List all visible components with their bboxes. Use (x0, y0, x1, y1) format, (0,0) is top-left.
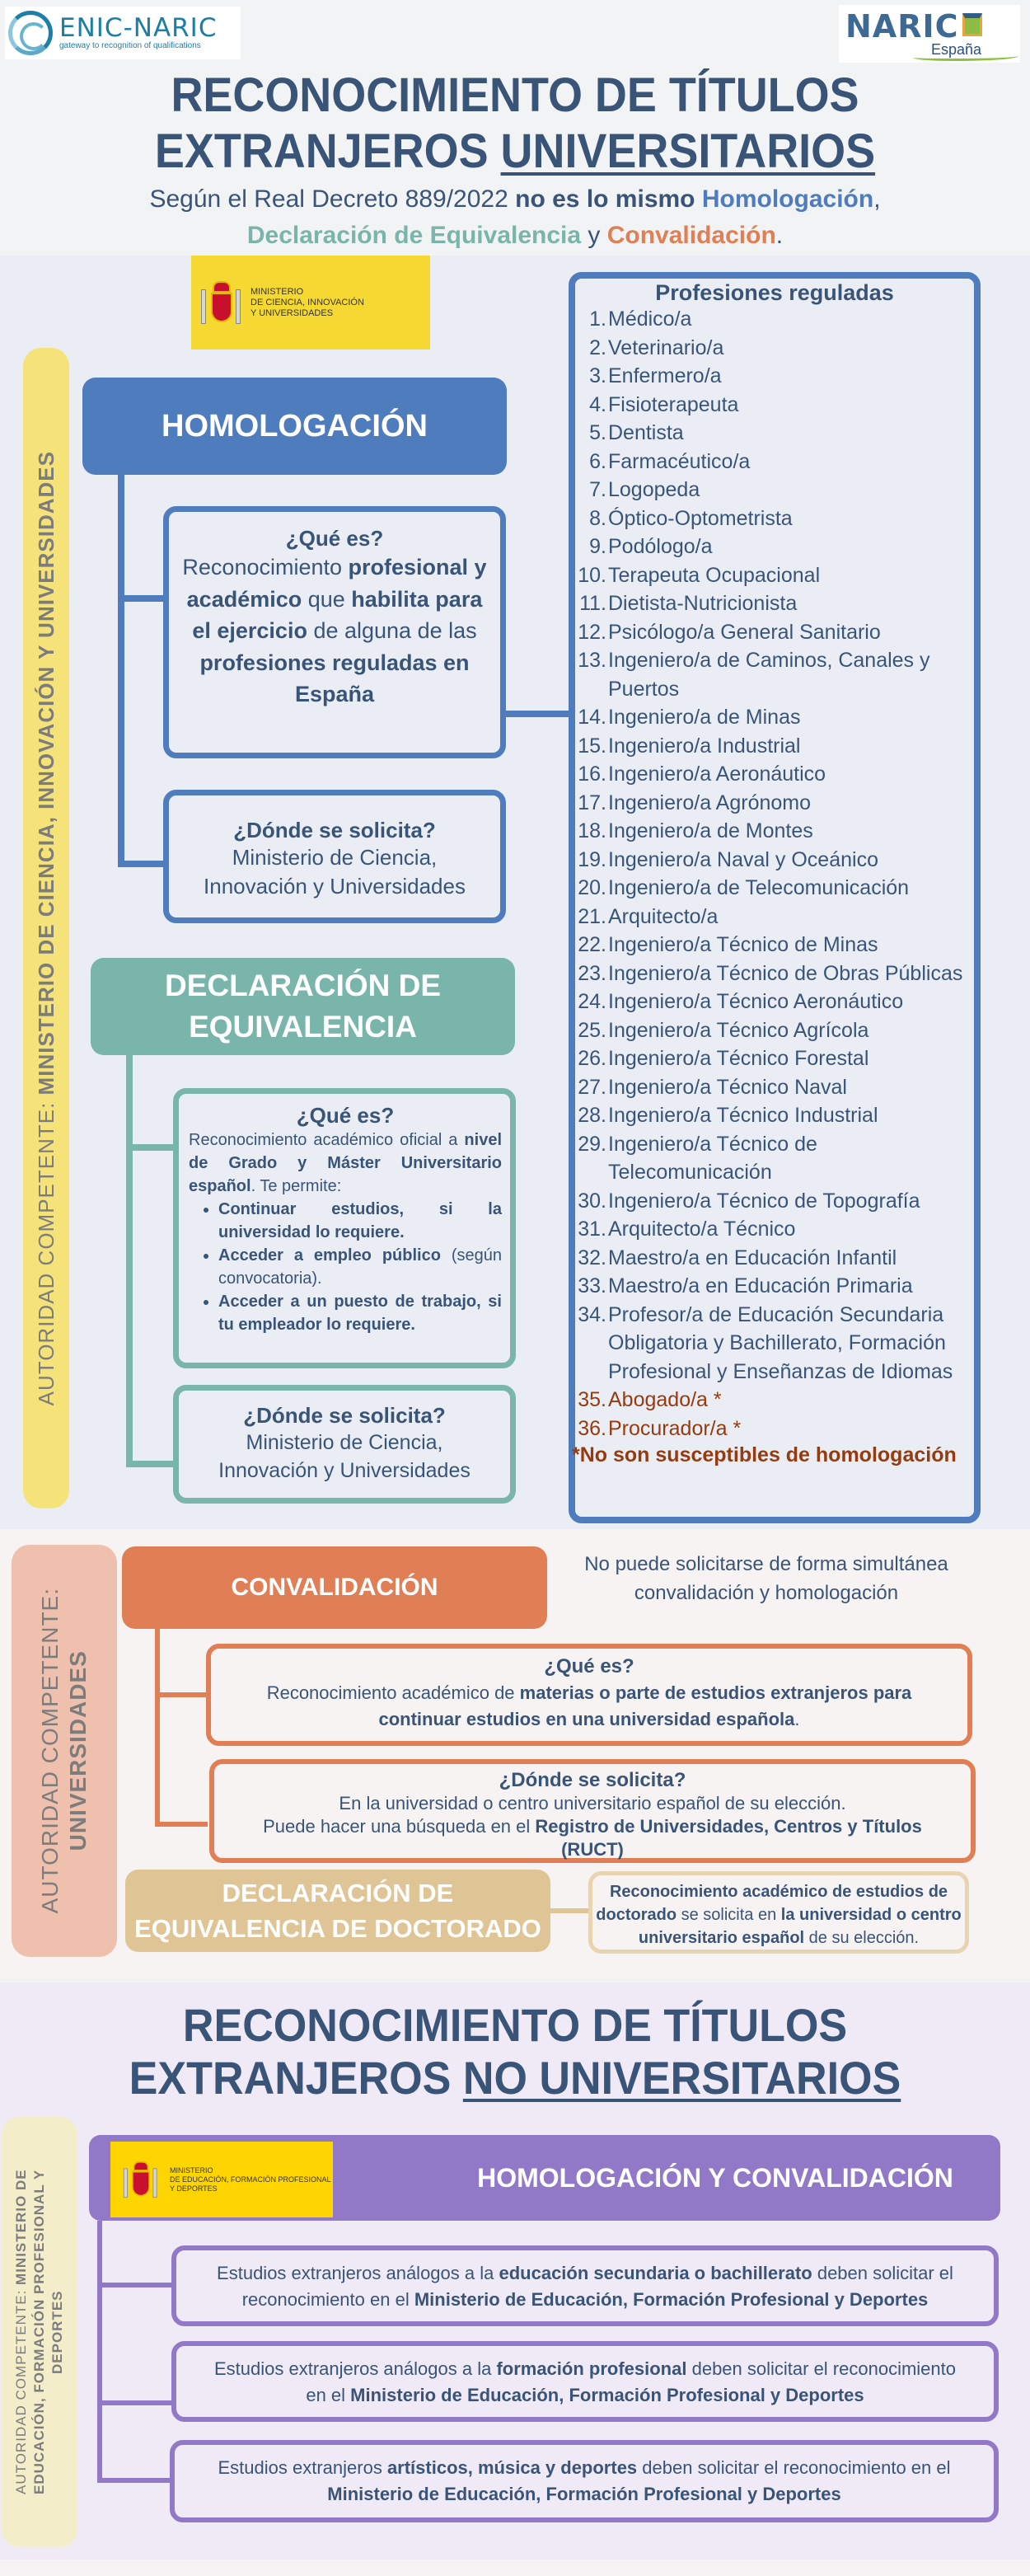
connector-line (118, 595, 167, 602)
ministry-science-logo: MINISTERIO DE CIENCIA, INNOVACIÓN Y UNIVERSIDADES (191, 256, 430, 350)
homologation-exclusion-note: *No son susceptibles de homologación (572, 1443, 957, 1466)
profesion-item: 3. Enfermero/a (589, 364, 722, 387)
naric-logo-name: NARIC (845, 8, 959, 45)
profesion-item: 18. Ingeniero/a de Montes (578, 819, 813, 842)
title-underlined-word: UNIVERSITARIOS (500, 124, 876, 178)
connector-line (126, 1461, 176, 1467)
profesion-item: 12. Psicólogo/a General Sanitario (578, 620, 881, 644)
convalidacion-donde-card: ¿Dónde se solicita? En la universidad o centro universitario español de su elección. Puede hacer una búsqueda en el Registro de Universidades, Centros y Títulos (RUCT) (209, 1759, 976, 1863)
profesion-item: 34. Profesor/a de Educación Secundaria Obligatoria y Bachillerato, Formación Profesional y Enseñanzas de Idiomas (578, 1302, 953, 1383)
enic-rings-icon (8, 11, 53, 55)
enic-logo-tagline: gateway to recognition of qualifications (59, 41, 201, 50)
profesiones-title: Profesiones reguladas (655, 280, 894, 305)
profesion-item: 2. Veterinario/a (589, 335, 724, 359)
profesion-item: 13. Ingeniero/a de Caminos, Canales y Puertos (578, 649, 930, 701)
page-footer-strip (0, 2560, 1030, 2576)
page-title (36, 68, 995, 180)
equivalencia-que-es-card: ¿Qué es? Reconocimiento académico oficial a nivel de Grado y Máster Universitario español. Te permite: • Continuar estudios, si la universidad lo requiere. • Acceder a empleo público (según convocatoria). • Acceder a un puesto de trabajo, si tu empleador lo requiere. (173, 1088, 516, 1368)
benefit-item: • Acceder a empleo público (según convocatoria). (218, 1244, 502, 1290)
page-subtitle: Según el Real Decreto 889/2022 no es lo mismo Homologación, Declaración de Equivalencia y Convalidación. (149, 185, 881, 249)
ruct-registry-link[interactable]: Registro de Universidades, Centros y Títulos (RUCT) (535, 1816, 922, 1860)
ministry-education-logo: MINISTERIO DE EDUCACIÓN, FORMACIÓN PROFESIONAL Y DEPORTES (110, 2142, 333, 2217)
equivalencia-benefits-list (189, 1198, 502, 1336)
profesion-item: 26. Ingeniero/a Técnico Forestal (578, 1047, 869, 1070)
profesion-item: 29. Ingeniero/a Técnico de Telecomunicación (578, 1132, 817, 1184)
secondary-education-card: Estudios extranjeros análogos a la educación secundaria o bachillerato deben solicitar el reconocimiento en el Ministerio de Educación, Formación Profesional y Deportes (171, 2245, 999, 2326)
profesion-item: 32. Maestro/a en Educación Infantil (578, 1246, 897, 1269)
profesion-item: 4. Fisioterapeuta (589, 392, 739, 416)
connector-line (550, 1908, 592, 1913)
naric-espana-logo (839, 5, 1020, 63)
authority-sidebar-universities: AUTORIDAD COMPETENTE: UNIVERSIDADES (12, 1545, 117, 1957)
profesion-item: 11. Dietista-Nutricionista (579, 592, 798, 615)
profesion-item: 27. Ingeniero/a Técnico Naval (578, 1075, 847, 1099)
connector-line (118, 861, 167, 867)
homologacion-que-es-card: ¿Qué es? Reconocimiento profesional y académico que habilita para el ejercicio de alguna de las profesiones reguladas en España (163, 506, 506, 758)
connector-line (126, 1055, 133, 1467)
profesion-item: 17. Ingeniero/a Agrónomo (578, 791, 812, 814)
doctorado-description-card: Reconocimiento académico de estudios de doctorado se solicita en la universidad o centro universitario español de su elección. (588, 1871, 969, 1954)
enic-logo-name: ENIC-NARIC (59, 13, 218, 43)
profesion-item: 36. Procurador/a * (578, 1416, 742, 1440)
enic-naric-logo (5, 7, 241, 59)
profesion-item: 30. Ingeniero/a Técnico de Topografía (578, 1189, 920, 1213)
connector-line (155, 1629, 160, 1827)
title-underlined-word: NO UNIVERSITARIOS (462, 2052, 901, 2104)
profesion-item: 20. Ingeniero/a de Telecomunicación (578, 876, 910, 899)
naric-logo-sub: España (931, 41, 982, 58)
connector-line (97, 2478, 171, 2483)
profesion-item: 10. Terapeuta Ocupacional (578, 563, 821, 587)
convalidacion-header: CONVALIDACIÓN (122, 1546, 547, 1629)
homologacion-keyword: Homologación (701, 185, 874, 213)
profesion-item: 23. Ingeniero/a Técnico de Obras Públicas (578, 961, 963, 985)
profesion-item: 5. Dentista (589, 421, 684, 444)
profesion-item: 14. Ingeniero/a de Minas (578, 706, 801, 729)
equivalencia-keyword: Declaración de Equivalencia (246, 222, 582, 249)
benefit-item: • Continuar estudios, si la universidad lo requiere. (218, 1198, 502, 1244)
graduation-book-icon (962, 13, 982, 36)
authority-sidebar-education: AUTORIDAD COMPETENTE: MINISTERIO DE EDUCACIÓN, FORMACIÓN PROFESIONAL Y DEPORTES (2, 2117, 77, 2547)
profesion-item: 24. Ingeniero/a Técnico Aeronáutico (578, 990, 904, 1013)
profesion-item: 25. Ingeniero/a Técnico Agrícola (578, 1018, 869, 1042)
profesion-item: 16. Ingeniero/a Aeronáutico (578, 762, 826, 786)
non-university-title: RECONOCIMIENTO DE TÍTULOS EXTRANJEROS NO UNIVERSITARIOS (129, 1999, 901, 2104)
profesion-item: 8. Óptico-Optometrista (589, 506, 793, 530)
convalidacion-simultaneity-note: No puede solicitarse de forma simultánea convalidación y homologación (584, 1553, 948, 1604)
profesion-item: 21. Arquitecto/a (578, 904, 719, 928)
authority-sidebar-science: AUTORIDAD COMPETENTE: MINISTERIO DE CIENCIA, INNOVACIÓN Y UNIVERSIDADES (23, 348, 69, 1509)
doctorado-header: DECLARACIÓN DE EQUIVALENCIA DE DOCTORADO (125, 1870, 550, 1952)
profesion-item: 33. Maestro/a en Educación Primaria (578, 1274, 913, 1297)
equivalencia-header: DECLARACIÓN DE EQUIVALENCIA (91, 958, 515, 1055)
profesion-item: 19. Ingeniero/a Naval y Oceánico (578, 847, 878, 871)
homologacion-definition: Reconocimiento profesional y académico que habilita para el ejercicio de alguna de las profesiones reguladas en España (182, 555, 487, 706)
profesion-item: 6. Farmacéutico/a (589, 449, 751, 473)
vocational-training-card: Estudios extranjeros análogos a la formación profesional deben solicitar el reconocimiento en el Ministerio de Educación, Formación Profesional y Deportes (171, 2341, 999, 2422)
profesion-item: 22. Ingeniero/a Técnico de Minas (578, 933, 878, 956)
profesion-item: 7. Logopeda (589, 478, 700, 501)
connector-line (155, 1692, 208, 1697)
connector-line (97, 2283, 171, 2287)
connector-line (155, 1822, 208, 1827)
benefit-item: • Acceder a un puesto de trabajo, si tu empleador lo requiere. (218, 1290, 502, 1336)
profesion-item: 28. Ingeniero/a Técnico Industrial (578, 1104, 878, 1127)
spain-coat-of-arms-icon (201, 278, 242, 327)
equivalencia-donde-card: ¿Dónde se solicita? Ministerio de Ciencia, Innovación y Universidades (173, 1385, 516, 1504)
homologacion-header: HOMOLOGACIÓN (82, 378, 507, 475)
homologacion-convalidacion-header: MINISTERIO DE EDUCACIÓN, FORMACIÓN PROFESIONAL Y DEPORTES HOMOLOGACIÓN Y CONVALIDACIÓN (89, 2135, 1000, 2221)
homologacion-donde-card: ¿Dónde se solicita? Ministerio de Ciencia, Innovación y Universidades (163, 790, 506, 923)
profesion-item: 35. Abogado/a * (578, 1388, 722, 1411)
connector-line (118, 475, 124, 867)
page-title-line1: RECONOCIMIENTO DE TÍTULOS (171, 68, 859, 122)
connector-line (506, 711, 572, 717)
swoosh-icon (913, 53, 1018, 61)
profesion-item: 9. Podólogo/a (589, 535, 713, 558)
page-header (0, 0, 1030, 256)
spain-coat-of-arms-icon (124, 2159, 159, 2201)
profesiones-list (575, 305, 974, 1443)
profesiones-reguladas-panel (569, 272, 981, 1523)
connector-line (97, 2400, 171, 2405)
profesion-item: 31. Arquitecto/a Técnico (578, 1218, 796, 1241)
convalidacion-que-es-card: ¿Qué es? Reconocimiento académico de materias o parte de estudios extranjeros para continuar estudios en una universidad española. (206, 1644, 972, 1746)
arts-music-sports-card: Estudios extranjeros artísticos, música y deportes deben solicitar el reconocimiento en el Ministerio de Educación, Formación Profesional y Deportes (170, 2440, 999, 2522)
profesion-item: 1. Médico/a (589, 307, 692, 331)
equivalencia-definition: Reconocimiento académico oficial a nivel de Grado y Máster Universitario español. Te permite: (189, 1131, 502, 1195)
connector-line (97, 2221, 102, 2483)
connector-line (126, 1144, 176, 1151)
page-title-line2: EXTRANJEROS UNIVERSITARIOS (154, 124, 876, 178)
convalidacion-keyword: Convalidación (606, 222, 776, 249)
profesion-item: 15. Ingeniero/a Industrial (578, 734, 801, 758)
